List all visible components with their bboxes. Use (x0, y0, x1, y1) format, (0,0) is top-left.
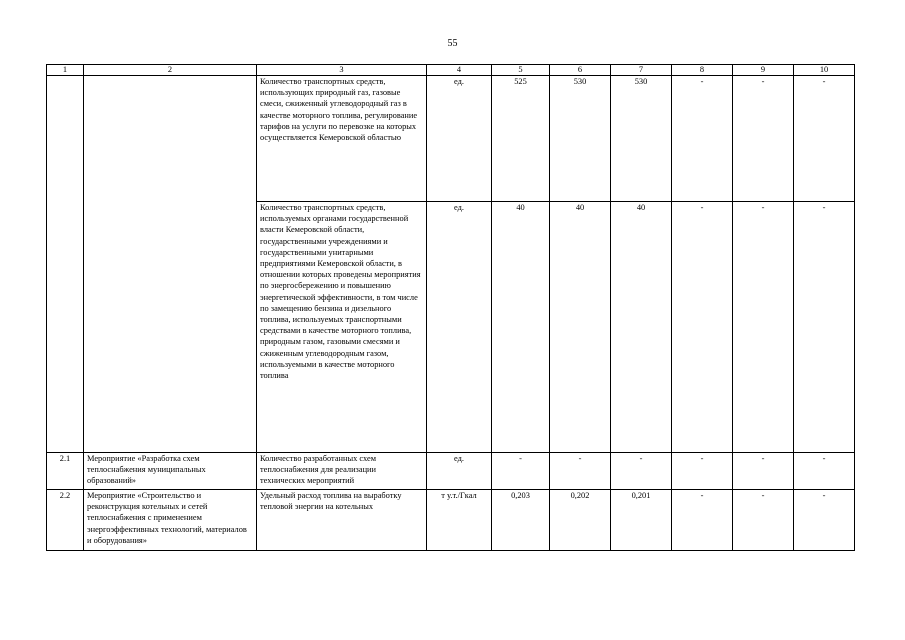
row-number-cell: 2.2 (47, 490, 84, 551)
header-cell: 10 (794, 65, 855, 76)
value-cell-8: - (672, 490, 733, 551)
row-number-cell (47, 76, 84, 453)
header-cell: 1 (47, 65, 84, 76)
header-cell: 8 (672, 65, 733, 76)
value-cell-8: - (672, 202, 733, 453)
indicator-cell: Количество транспортных средств, используемых органами государственной власти Кемеровской области, государственными учреждениями и государственными унитарными предприятиями Кемеровской области, в отношении которых проведены мероприятия по энергосбережению и повышению энергетической эффективности, в том числе по замещению бензина и дизельного топлива, используемых транспортными средствами в качестве моторного топлива, природным газом, газовыми смесями и сжиженным углеводородным газом, используемыми в качестве моторного топлива (257, 202, 427, 453)
value-cell-6: - (550, 453, 611, 490)
value-cell-5: 0,203 (492, 490, 550, 551)
table-row (47, 490, 855, 551)
indicator-cell: Количество разработанных схем теплоснабжения для реализации технических мероприятий (257, 453, 427, 490)
indicators-table (46, 64, 855, 551)
value-cell-5: 525 (492, 76, 550, 202)
value-cell-6: 40 (550, 202, 611, 453)
value-cell-5: - (492, 453, 550, 490)
value-cell-8: - (672, 76, 733, 202)
value-cell-7: 530 (611, 76, 672, 202)
header-cell: 4 (427, 65, 492, 76)
value-cell-10: - (794, 76, 855, 202)
table-row (47, 76, 855, 202)
value-cell-8: - (672, 453, 733, 490)
value-cell-9: - (733, 202, 794, 453)
header-cell: 2 (84, 65, 257, 76)
value-cell-9: - (733, 76, 794, 202)
header-cell: 6 (550, 65, 611, 76)
value-cell-6: 0,202 (550, 490, 611, 551)
header-cell: 5 (492, 65, 550, 76)
header-cell: 3 (257, 65, 427, 76)
unit-cell: ед. (427, 453, 492, 490)
header-cell: 9 (733, 65, 794, 76)
page-number: 55 (447, 38, 458, 49)
indicator-cell: Удельный расход топлива на выработку тепловой энергии на котельных (257, 490, 427, 551)
value-cell-7: - (611, 453, 672, 490)
table-row (47, 453, 855, 490)
unit-cell: ед. (427, 202, 492, 453)
value-cell-9: - (733, 490, 794, 551)
value-cell-10: - (794, 490, 855, 551)
value-cell-6: 530 (550, 76, 611, 202)
value-cell-5: 40 (492, 202, 550, 453)
value-cell-7: 0,201 (611, 490, 672, 551)
event-cell: Мероприятие «Разработка схем теплоснабжения муниципальных образований» (84, 453, 257, 490)
unit-cell: ед. (427, 76, 492, 202)
row-number-cell: 2.1 (47, 453, 84, 490)
value-cell-10: - (794, 202, 855, 453)
value-cell-10: - (794, 453, 855, 490)
indicator-cell: Количество транспортных средств, использующих природный газ, газовые смеси, сжиженный углеводородный газ в качестве моторного топлива, регулирование тарифов на услуги по перевозке на которых осуществляется Кемеровской областью (257, 76, 427, 202)
value-cell-9: - (733, 453, 794, 490)
table-header-row (47, 65, 855, 76)
unit-cell: т у.т./Гкал (427, 490, 492, 551)
header-cell: 7 (611, 65, 672, 76)
event-cell: Мероприятие «Строительство и реконструкция котельных и сетей теплоснабжения с применением энергоэффективных технологий, материалов и оборудования» (84, 490, 257, 551)
value-cell-7: 40 (611, 202, 672, 453)
event-cell (84, 76, 257, 453)
